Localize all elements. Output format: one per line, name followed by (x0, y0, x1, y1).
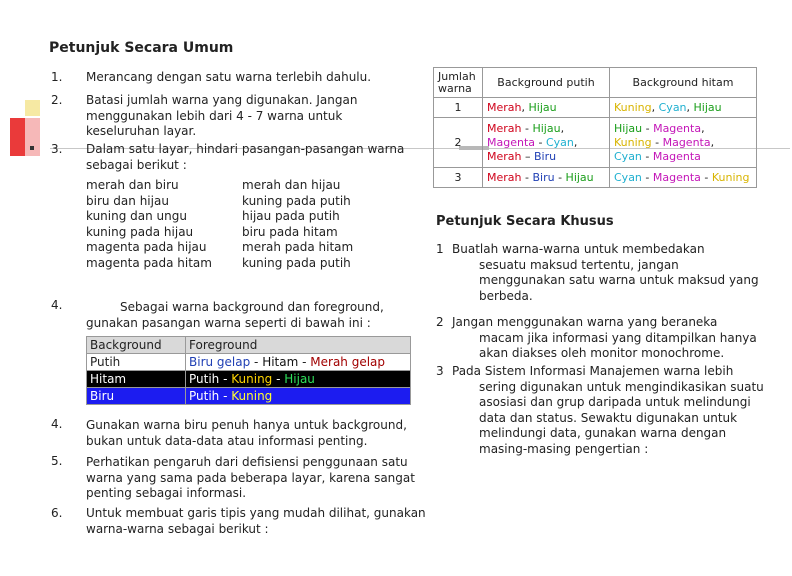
item-line: sesuatu maksud tertentu, jangan (479, 257, 679, 272)
color-word: Merah (487, 171, 522, 184)
color-word: , (521, 101, 529, 114)
decorative-pink-bar (25, 118, 40, 156)
color-combination-line (487, 101, 605, 114)
table-cell (186, 371, 411, 388)
table-row (87, 371, 411, 388)
color-combination-line (614, 101, 752, 114)
item-line: Merancang dengan satu warna terlebih dahulu. (86, 70, 372, 84)
color-word: Merah (487, 121, 522, 135)
color-combination-line (614, 171, 752, 184)
color-word: – (521, 149, 534, 163)
color-word: Merah gelap (310, 355, 386, 369)
table-cell (483, 118, 610, 168)
table-header: Background (87, 337, 186, 354)
table-header-row (434, 68, 757, 98)
item-line: Dalam satu layar, hindari pasangan-pasangan warna (86, 142, 405, 156)
color-pair: magenta pada hitam (86, 255, 212, 270)
color-combination-line (487, 150, 605, 164)
color-word: Hijau (284, 372, 315, 386)
item-4b-text (86, 418, 407, 449)
table-row (434, 118, 757, 168)
color-word: Magenta (652, 171, 701, 184)
item-number: 1. (51, 70, 63, 84)
table-cell (610, 98, 757, 118)
color-word: Merah (487, 101, 522, 114)
item-number: 2. (51, 93, 63, 107)
item-number: 4. (51, 417, 63, 431)
color-pair: magenta pada hijau (86, 240, 207, 254)
color-word: - (521, 121, 533, 135)
color-word: Magenta (487, 135, 536, 149)
color-combination-line (487, 171, 605, 184)
color-word: - (219, 389, 232, 403)
color-pair: biru pada hitam (242, 224, 338, 239)
color-count-table (433, 67, 757, 188)
color-word: , (701, 121, 705, 135)
color-word: Hijau (532, 121, 561, 135)
item-3-text (86, 142, 404, 173)
color-word: - (641, 149, 653, 163)
color-word: , (573, 135, 578, 149)
table-cell: Putih (87, 354, 186, 371)
item-number: 6. (51, 506, 63, 520)
color-combination-line (614, 150, 752, 164)
item-line: Pada Sistem Informasi Manajemen warna lebih (452, 364, 734, 378)
color-word: , (560, 121, 565, 135)
color-pair: kuning pada putih (242, 255, 351, 270)
color-combination-line (487, 122, 605, 136)
color-word: - (700, 171, 712, 184)
color-word: Kuning (614, 135, 652, 149)
specific-item-3-text (452, 364, 764, 457)
table-cell: 1 (434, 98, 483, 118)
color-word: Hijau (565, 171, 594, 184)
color-word: Cyan (614, 149, 642, 163)
item-number: 1 (436, 242, 444, 256)
color-word: , (686, 101, 694, 114)
item-number: 2 (436, 315, 444, 329)
color-word: , (710, 135, 715, 149)
item-line: sebagai berikut : (86, 157, 187, 172)
color-combination-line (487, 136, 605, 150)
table-cell (483, 168, 610, 188)
table-cell (610, 168, 757, 188)
specific-item-2-text (452, 315, 757, 362)
color-word: Hijau (528, 101, 557, 114)
item-line: menggunakan lebih dari 4 - 7 warna untuk (86, 108, 343, 123)
color-pair: merah pada hitam (242, 240, 354, 254)
color-pair: biru dan hijau (86, 193, 169, 208)
color-word: Cyan (614, 171, 642, 184)
color-combination-line (614, 122, 752, 136)
item-line: akan diakses oleh monitor monochrome. (479, 346, 725, 360)
color-word: Hitam (262, 355, 299, 369)
color-word: Kuning (711, 171, 750, 184)
color-word: Merah (487, 149, 522, 163)
table-header: Background hitam (610, 68, 757, 98)
table-cell (186, 354, 411, 371)
specific-item-1-text (452, 242, 759, 304)
color-word: - (219, 372, 232, 386)
item-line: penting sebagai informasi. (86, 486, 247, 500)
specific-guidelines-title: Petunjuk Secara Khusus (436, 214, 614, 229)
color-word: Kuning (614, 101, 652, 114)
decorative-yellow-square (25, 100, 40, 116)
color-pair: merah dan hijau (242, 178, 341, 192)
item-line: gunakan pasangan warna seperti di bawah ini : (86, 315, 371, 330)
table-cell: Hitam (87, 371, 186, 388)
table-row (87, 354, 411, 371)
item-line: macam jika informasi yang ditampilkan hanya (479, 330, 757, 345)
table-row (87, 388, 411, 405)
table-header-row (87, 337, 411, 354)
item-line: sering digunakan untuk mengindikasikan suatu (479, 379, 764, 394)
item-number: 5. (51, 454, 63, 468)
item-line: Gunakan warna biru penuh hanya untuk background, (86, 418, 407, 432)
color-pair: kuning pada hijau (86, 224, 194, 239)
item-line: melindungi data, gunakan warna dengan (479, 426, 727, 440)
table-cell: 2 (434, 118, 483, 168)
table-header: Background putih (483, 68, 610, 98)
item-line: Buatlah warna-warna untuk membedakan (452, 242, 705, 256)
color-word: Biru (534, 149, 557, 163)
item-number: 3. (51, 142, 63, 156)
general-guidelines-title: Petunjuk Secara Umum (49, 40, 234, 56)
item-line: Untuk membuat garis tipis yang mudah dilihat, gunakan (86, 506, 426, 520)
table-cell (483, 98, 610, 118)
color-word: Putih (189, 372, 220, 386)
color-pair: kuning dan ungu (86, 209, 187, 223)
color-pairs-right (242, 178, 353, 271)
table-cell: Biru (87, 388, 186, 405)
item-6-text (86, 506, 426, 537)
color-word: - (554, 171, 566, 184)
item-line: Sebagai warna background dan foreground, (120, 300, 384, 314)
item-line: masing-masing pengertian : (479, 441, 649, 456)
color-word: Kuning (231, 389, 273, 403)
color-word: Biru (532, 171, 555, 184)
item-line: Batasi jumlah warna yang digunakan. Jangan (86, 93, 358, 107)
item-line: asosiasi dan grup daripada untuk melindungi (479, 395, 751, 409)
item-number: 3 (436, 364, 444, 378)
color-pair: hijau pada putih (242, 209, 340, 223)
color-word: Magenta (652, 149, 701, 163)
item-line: keseluruhan layar. (86, 124, 197, 138)
decorative-red-bar (10, 118, 25, 156)
color-word: Putih (189, 389, 220, 403)
color-word: Cyan (658, 101, 687, 114)
item-line: berbeda. (479, 288, 533, 303)
item-number: 4. (51, 298, 63, 312)
color-word: Hijau (693, 101, 722, 114)
table-cell (610, 118, 757, 168)
item-line: data dan status. Sewaktu digunakan untuk (479, 410, 738, 425)
item-line: menggunakan satu warna untuk maksud yang (479, 273, 759, 287)
table-row (434, 98, 757, 118)
table-cell: 3 (434, 168, 483, 188)
color-word: Cyan (545, 135, 574, 149)
color-word: - (535, 135, 546, 149)
color-word: - (651, 135, 663, 149)
item-line: Perhatikan pengaruh dari defisiensi penggunaan satu (86, 455, 408, 469)
color-pair: kuning pada putih (242, 193, 351, 208)
color-word: Kuning (231, 372, 273, 386)
table-cell (186, 388, 411, 405)
item-2-text (86, 93, 357, 140)
color-word: Hijau (614, 121, 643, 135)
color-word: , (651, 101, 659, 114)
color-pairs-left (86, 178, 212, 271)
item-1-text (86, 70, 371, 86)
color-combination-line (614, 136, 752, 150)
table-header: Jumlah warna (434, 68, 483, 98)
item-line: warna yang sama pada beberapa layar, karena sangat (86, 470, 415, 485)
color-word: - (250, 355, 263, 369)
table-row (434, 168, 757, 188)
color-word: Magenta (653, 121, 702, 135)
color-word: - (298, 355, 311, 369)
color-word: Biru gelap (189, 355, 251, 369)
background-foreground-table (86, 336, 411, 405)
item-5-text (86, 455, 415, 502)
table-header: Foreground (186, 337, 411, 354)
color-word: - (272, 372, 285, 386)
color-word: - (641, 171, 653, 184)
item-line: warna-warna sebagai berikut : (86, 521, 269, 536)
item-line: Jangan menggunakan warna yang beraneka (452, 315, 718, 329)
item-4-text (86, 300, 384, 331)
item-line: bukan untuk data-data atau informasi penting. (86, 433, 368, 448)
color-word: Magenta (662, 135, 711, 149)
color-word: - (642, 121, 654, 135)
bullet-icon (30, 146, 34, 150)
color-word: - (521, 171, 533, 184)
color-pair: merah dan biru (86, 178, 179, 192)
